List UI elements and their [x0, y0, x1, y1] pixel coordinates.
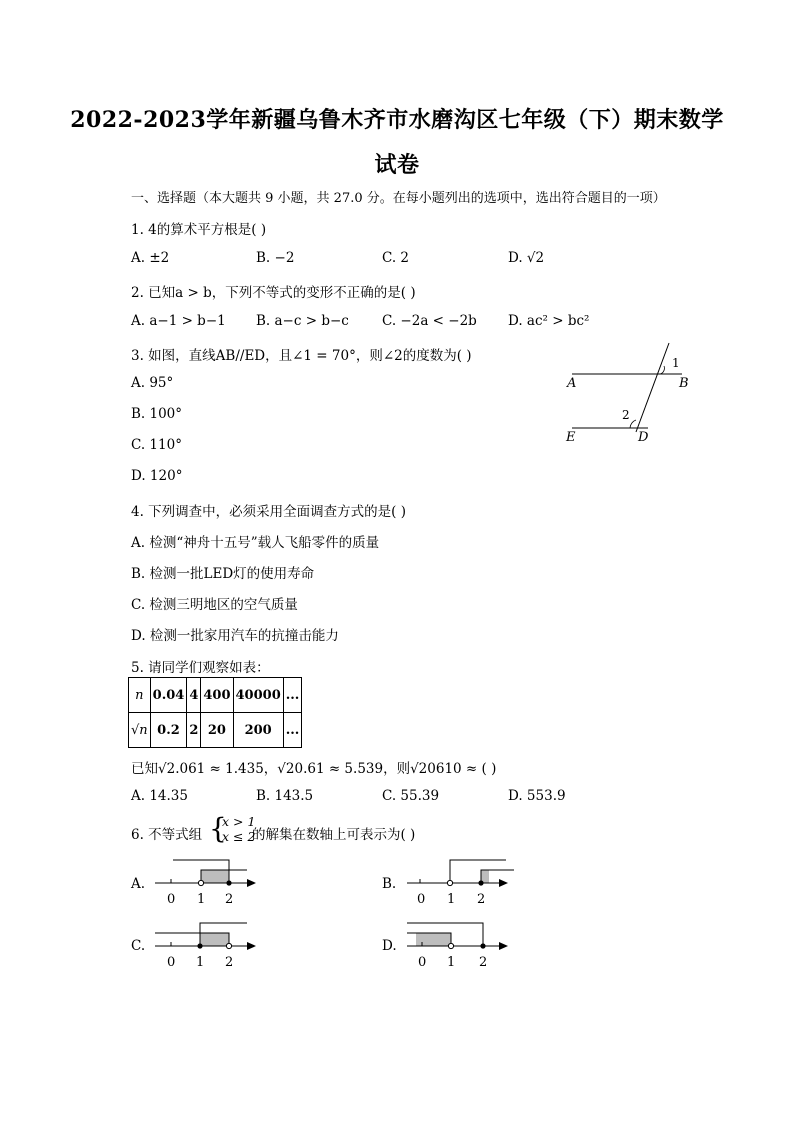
table-row	[129, 678, 302, 713]
system-line-1: x > 1	[222, 814, 256, 829]
closed-dot	[226, 880, 231, 885]
question-6-option-d[interactable]: D.	[382, 938, 397, 954]
question-3-option-c[interactable]: C. 110°	[131, 437, 182, 453]
closed-dot	[480, 943, 485, 948]
tick-label: 0	[418, 955, 427, 970]
question-2-option-a[interactable]: A. a−1 > b−1	[131, 313, 226, 329]
number-line-c[interactable]	[150, 918, 260, 970]
open-dot	[447, 880, 452, 885]
shaded-region	[201, 870, 229, 883]
question-5-option-a[interactable]: A. 14.35	[131, 788, 188, 804]
arrow-icon	[499, 879, 508, 887]
arrow-icon	[247, 942, 256, 950]
tick-label: 2	[225, 892, 234, 907]
shaded-region	[200, 933, 229, 946]
tick-label: 2	[477, 892, 486, 907]
angle-1-label: 1	[672, 356, 680, 370]
question-3-figure	[560, 340, 700, 450]
tick-label: 1	[197, 892, 206, 907]
question-1-option-d[interactable]: D. √2	[508, 250, 545, 266]
open-dot	[198, 880, 203, 885]
sqrt-table	[128, 677, 302, 748]
transversal-line	[636, 343, 669, 432]
table-cell: 40000	[233, 678, 283, 713]
closed-dot	[197, 943, 202, 948]
point-d-label: D	[638, 430, 649, 445]
point-a-label: A	[567, 376, 577, 391]
open-dot	[226, 943, 231, 948]
page-title: 2022-2023学年新疆乌鲁木齐市水磨沟区七年级（下）期末数学	[70, 107, 724, 133]
table-cell: 0.2	[150, 713, 187, 748]
tick-label: 2	[479, 955, 488, 970]
question-6-option-a[interactable]: A.	[131, 876, 146, 892]
closed-dot	[478, 880, 483, 885]
question-4-stem: 4. 下列调查中，必须采用全面调查方式的是( )	[131, 504, 406, 520]
table-cell: n	[129, 678, 151, 713]
angle-2-arc	[630, 420, 636, 428]
question-5-known: 已知√2.061 ≈ 1.435，√20.61 ≈ 5.539，则√20610 ≈ ( )	[131, 761, 497, 777]
table-cell: 400	[201, 678, 233, 713]
arrow-icon	[499, 942, 508, 950]
tick-label: 1	[196, 955, 205, 970]
question-2-option-d[interactable]: D. ac² > bc²	[508, 313, 590, 329]
question-3-option-b[interactable]: B. 100°	[131, 406, 183, 422]
question-1-option-c[interactable]: C. 2	[382, 250, 410, 266]
question-2-option-c[interactable]: C. −2a < −2b	[382, 313, 477, 329]
question-4-option-c[interactable]: C. 检测三明地区的空气质量	[131, 597, 298, 613]
question-5-stem: 5. 请同学们观察如表：	[131, 660, 270, 676]
question-5-option-c[interactable]: C. 55.39	[382, 788, 440, 804]
open-dot	[448, 943, 453, 948]
number-line-a[interactable]	[150, 855, 260, 907]
angle-2-label: 2	[622, 408, 630, 422]
system-line-2: x ≤ 2	[222, 829, 256, 844]
question-1-option-a[interactable]: A. ±2	[131, 250, 170, 266]
table-cell: 0.04	[150, 678, 187, 713]
table-cell: √n	[129, 713, 151, 748]
question-1-stem: 1. 4的算术平方根是( )	[131, 222, 267, 238]
tick-label: 0	[417, 892, 426, 907]
question-4-option-a[interactable]: A. 检测“神舟十五号”载人飞船零件的质量	[131, 535, 380, 551]
question-3-option-d[interactable]: D. 120°	[131, 468, 183, 484]
question-6-option-b[interactable]: B.	[382, 876, 397, 892]
point-e-label: E	[566, 430, 576, 445]
point-b-label: B	[679, 376, 689, 391]
bracket-line	[450, 860, 506, 883]
question-5-option-d[interactable]: D. 553.9	[508, 788, 566, 804]
question-5-option-b[interactable]: B. 143.5	[256, 788, 314, 804]
table-cell: ...	[283, 678, 302, 713]
table-row	[129, 713, 302, 748]
question-4-option-b[interactable]: B. 检测一批LED灯的使用寿命	[131, 566, 315, 582]
page-title-line2: 试卷	[374, 152, 420, 178]
shaded-region	[416, 933, 451, 946]
section-header: 一、选择题（本大题共 9 小题，共 27.0 分。在每小题列出的选项中，选出符合题目的一项）	[131, 191, 666, 206]
question-6-stem-suffix: 的解集在数轴上可表示为( )	[252, 827, 416, 843]
number-line-b[interactable]	[402, 855, 517, 907]
question-6-stem-prefix: 6. 不等式组	[131, 827, 203, 843]
number-line-d[interactable]	[402, 918, 512, 970]
tick-label: 2	[225, 955, 234, 970]
table-cell: 200	[233, 713, 283, 748]
angle-1-arc	[660, 366, 664, 374]
table-cell: 2	[187, 713, 201, 748]
arrow-icon	[247, 879, 256, 887]
question-2-option-b[interactable]: B. a−c > b−c	[256, 313, 349, 329]
tick-label: 0	[167, 892, 176, 907]
question-3-option-a[interactable]: A. 95°	[131, 375, 174, 391]
tick-label: 1	[447, 955, 456, 970]
brace-icon: {	[209, 812, 227, 845]
question-1-option-b[interactable]: B. −2	[256, 250, 295, 266]
question-2-stem: 2. 已知a > b，下列不等式的变形不正确的是( )	[131, 285, 416, 301]
table-cell: ...	[283, 713, 302, 748]
tick-label: 1	[447, 892, 456, 907]
table-cell: 20	[201, 713, 233, 748]
question-4-option-d[interactable]: D. 检测一批家用汽车的抗撞击能力	[131, 628, 339, 644]
question-6-option-c[interactable]: C.	[131, 938, 146, 954]
table-cell: 4	[187, 678, 201, 713]
tick-label: 0	[167, 955, 176, 970]
question-3-stem: 3. 如图，直线AB//ED，且∠1 = 70°，则∠2的度数为( )	[131, 348, 472, 364]
